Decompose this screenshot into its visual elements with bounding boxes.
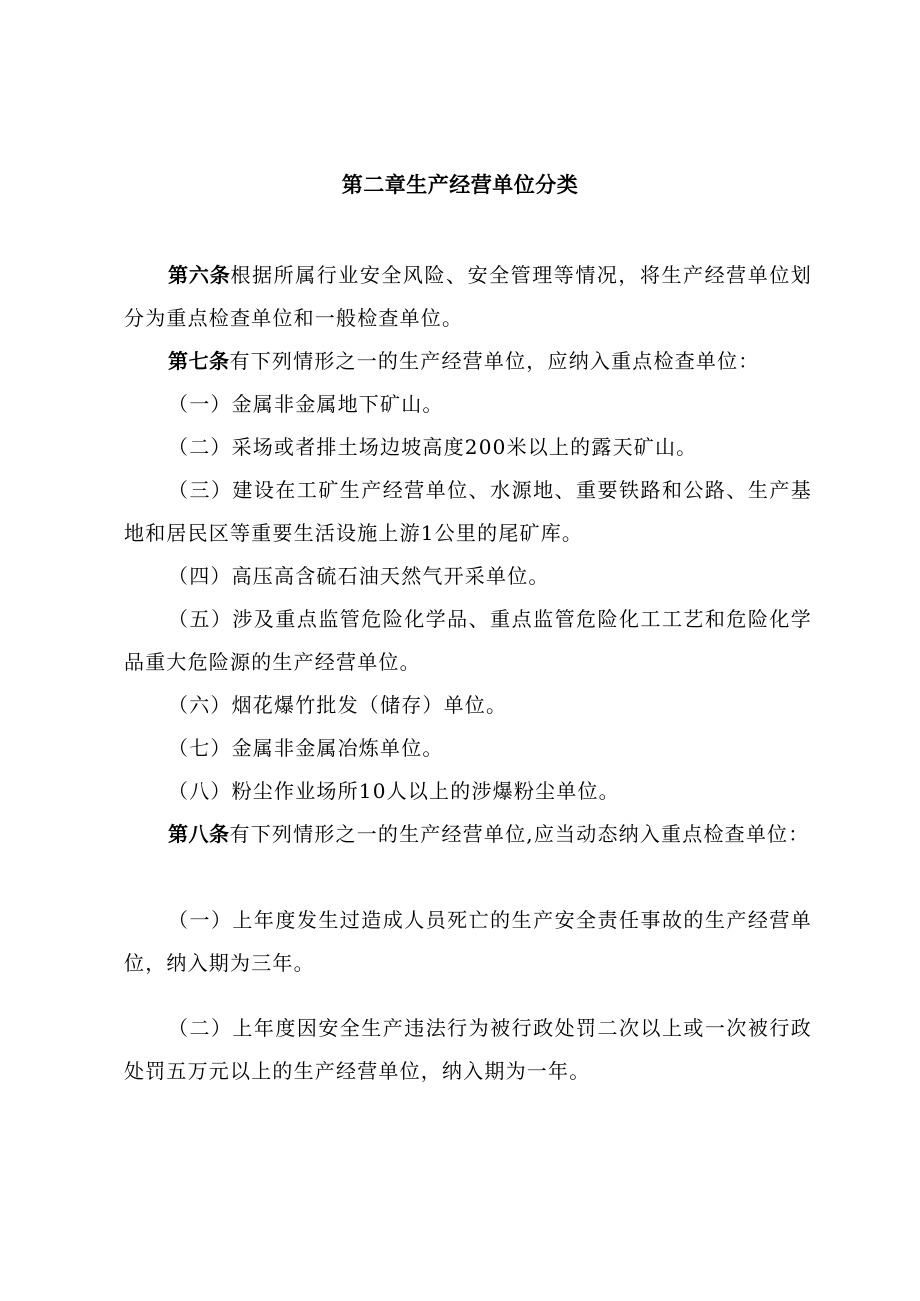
article-8-item-1: （一）上年度发生过造成人员死亡的生产安全责任事故的生产经营单位，纳入期为三年。 xyxy=(124,908,812,975)
article-7-text: 有下列情形之一的生产经营单位，应纳入重点检查单位： xyxy=(229,349,760,373)
chapter-title: 第二章生产经营单位分类 xyxy=(341,173,579,197)
article-7-item-3: （三）建设在工矿生产经营单位、水源地、重要铁路和公路、生产基地和居民区等重要生活设施上游1公里的尾矿库。 xyxy=(124,478,812,545)
article-6-text: 根据所属行业安全风险、安全管理等情况，将生产经营单位划分为重点检查单位和一般检查单位。 xyxy=(124,263,812,330)
article-8-text: 有下列情形之一的生产经营单位,应当动态纳入重点检查单位： xyxy=(229,822,810,846)
article-7 xyxy=(124,340,812,383)
article-7-item-5: （五）涉及重点监管危险化学品、重点监管危险化工工艺和危险化学品重大危险源的生产经营单位。 xyxy=(124,607,812,674)
article-8-number: 第八条 xyxy=(168,822,230,846)
article-8 xyxy=(124,813,812,856)
article-7-item-7: （七）金属非金属冶炼单位。 xyxy=(168,736,444,760)
article-7-item-2: （二）采场或者排土场边坡高度200米以上的露天矿山。 xyxy=(168,435,698,459)
article-6-number: 第六条 xyxy=(168,263,231,287)
article-6 xyxy=(124,254,812,340)
article-7-item-6: （六）烟花爆竹批发（储存）单位。 xyxy=(168,693,508,717)
article-7-item-8: （八）粉尘作业场所10人以上的涉爆粉尘单位。 xyxy=(168,779,620,803)
article-7-number: 第七条 xyxy=(168,349,230,373)
article-7-item-4: （四）高压高含硫石油天然气开采单位。 xyxy=(168,564,550,588)
article-8-item-2: （二）上年度因安全生产违法行为被行政处罚二次以上或一次被行政处罚五万元以上的生产经营单位，纳入期为一年。 xyxy=(124,1016,812,1083)
article-7-item-1: （一）金属非金属地下矿山。 xyxy=(168,392,444,416)
